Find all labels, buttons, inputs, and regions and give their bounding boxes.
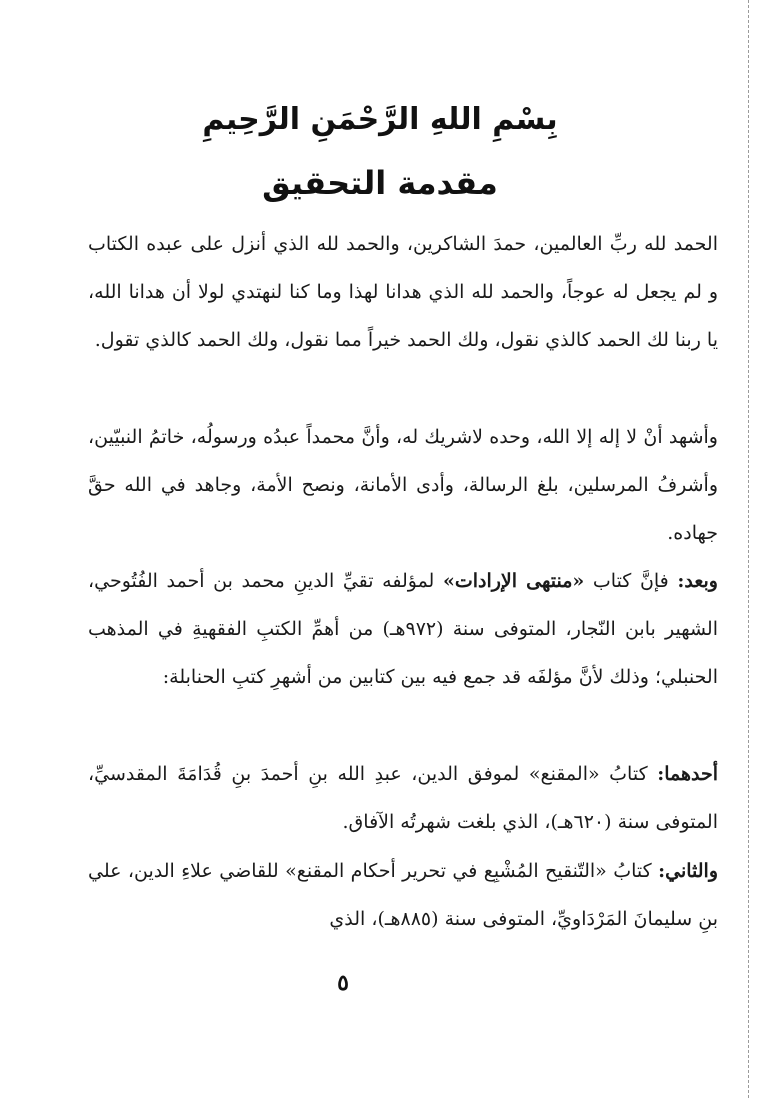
paragraph-lead-word: أحدهما:: [657, 763, 718, 785]
page-title: مقدمة التحقيق: [262, 164, 498, 202]
basmala-heading: بِسْمِ اللهِ الرَّحْمَنِ الرَّحِيمِ: [202, 102, 558, 137]
paragraph-first-source: [88, 750, 718, 846]
page-number: ٥: [337, 970, 349, 996]
page-edge-rule: [748, 0, 749, 1098]
paragraph-lead-word: والثاني:: [658, 860, 718, 882]
paragraph-text: كتابُ «التّنقيح المُشْبِع في تحرير أحكام المقنع» للقاضي علاءِ الدين، علي بنِ سليمانَ المَرْدَاويِّ، المتوفى سنة (٨٨٥هـ)، الذي: [88, 860, 718, 930]
paragraph-second-source: [88, 847, 718, 943]
paragraph-shahada: وأشهد أنْ لا إله إلا الله، وحده لاشريك له، وأنَّ محمداً عبدُه ورسولُه، خاتمُ النبيّين، وأشرفُ المرسلين، بلغ الرسالة، وأدى الأمانة، ونصح الأمة، وجاهد في الله حقَّ جهاده.: [88, 426, 718, 544]
paragraph-text: فإنَّ كتاب: [584, 570, 678, 592]
paragraph-text: لمؤلفه تقيِّ الدينِ محمد بن أحمد الفُتُوحي، الشهير بابن النّجار، المتوفى سنة (٩٧٢هـ) من أهمِّ الكتبِ الفقهيةِ في المذهب الحنبلي؛ وذلك لأنَّ مؤلفَه قد جمع فيه بين كتابين من أشهرِ كتبِ الحنابلة:: [88, 570, 718, 688]
paragraph-text: كتابُ «المقنع» لموفق الدين، عبدِ الله بنِ أحمدَ بنِ قُدَامَةَ المقدسيِّ، المتوفى سنة (٦٢٠هـ)، الذي بلغت شهرتُه الآفاق.: [88, 763, 718, 833]
paragraph-praise: الحمد لله ربِّ العالمين، حمدَ الشاكرين، والحمد لله الذي أنزل على عبده الكتاب و لم يجعل له عوجاً، والحمد لله الذي هدانا لهذا وما كنا لنهتدي لولا أن هدانا الله، يا ربنا لك الحمد كالذي نقول، ولك الحمد خيراً مما نقول، ولك الحمد كالذي تقول.: [88, 233, 718, 351]
book-title: «منتهى الإرادات»: [442, 570, 585, 592]
paragraph-introduction: [88, 557, 718, 701]
paragraph-lead-word: وبعد:: [677, 570, 718, 592]
